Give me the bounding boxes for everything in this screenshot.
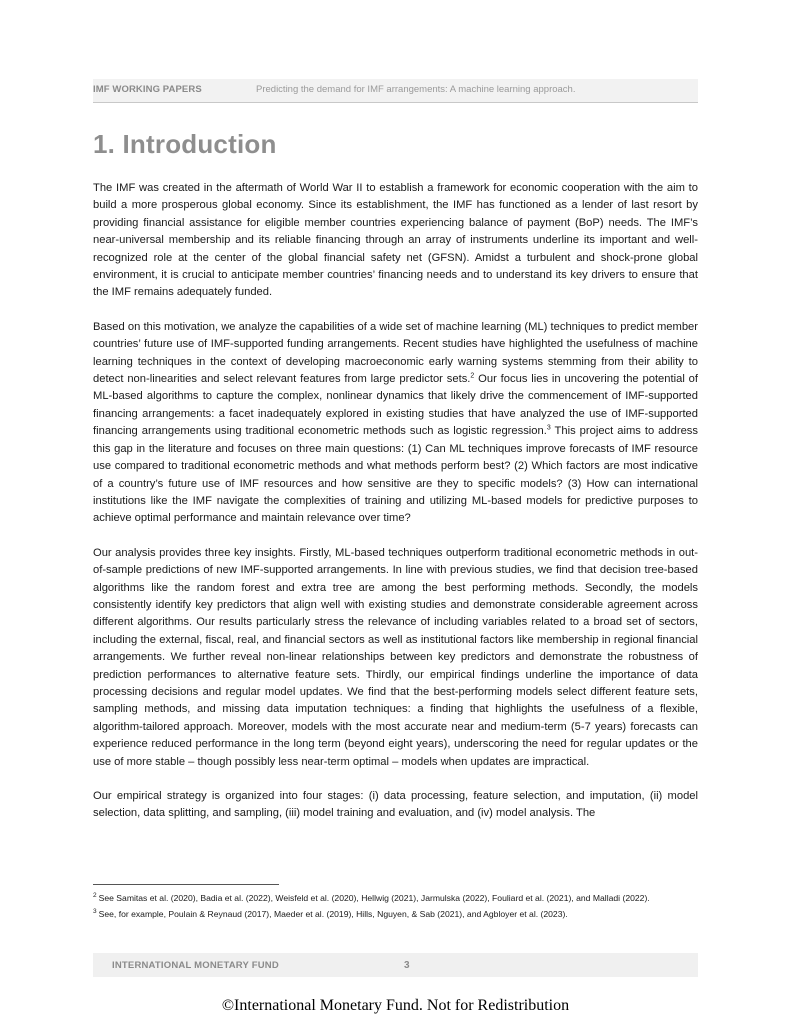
running-footer — [93, 953, 698, 977]
running-header — [93, 79, 698, 103]
footnote-3-number: 3 — [93, 908, 97, 916]
paragraph-2-part-b: Our focus lies in uncovering the potential of ML-based algorithms to capture the complex, nonlinear dynamics that likely drive the commencement of IMF-supported financing arrangements: a facet inadequately explored in existing studies that have analyzed the use of IMF-supported financing arrangements using traditional econometric methods such as logistic regression. — [93, 373, 698, 438]
paragraph-3: Our analysis provides three key insights. Firstly, ML-based techniques outperform traditional econometric methods in out-of-sample predictions of new IMF-supported arrangements. In line with previous studies, we find that decision tree-based algorithms like the random forest and extra tree are among the best performing methods. Secondly, the models consistently identify key predictors that align well with existing studies and demonstrate considerable agreement across different algorithms. Our results particularly stress the relevance of including variables related to a broad set of sectors, including the external, fiscal, real, and financial sectors as well as institutional factors like membership in regional financial arrangements. We further reveal non-linear relationships between key predictors and demonstrate the robustness of prediction performances to alternative feature sets. Thirdly, our empirical findings underline the importance of data processing decisions and regular model updates. We find that the best-performing models select different feature sets, sampling methods, and missing data imputation techniques: a finding that highlights the usefulness of a flexible, algorithm-tailored approach. Moreover, models with the most accurate near and medium-term (5-7 years) forecasts can experience reduced performance in the long term (beyond eight years), underscoring the need for regular updates or the use of more stable – though possibly less near-term optimal – models when updates are impractical. — [93, 546, 698, 768]
page-number: 3 — [404, 960, 410, 971]
footnotes — [93, 892, 698, 924]
paragraph-2 — [93, 319, 698, 528]
header-series-label: IMF WORKING PAPERS — [93, 84, 202, 95]
footnote-2 — [93, 892, 698, 904]
footnote-2-text: See Samitas et al. (2020), Badia et al. (2022), Weisfeld et al. (2020), Hellwig (2021), Jarmulska (2022), Fouliard et al. (2021), and Malladi (2022). — [98, 893, 650, 903]
paragraph-4: Our empirical strategy is organized into four stages: (i) data processing, feature selection, and imputation, (ii) model selection, data splitting, and sampling, (iii) model training and evaluation, and (iv) model analysis. The — [93, 790, 698, 820]
footnote-ref-2[interactable]: 2 — [470, 372, 475, 380]
paragraph-2-part-c: This project aims to address this gap in the literature and focuses on three main questions: (1) Can ML techniques improve forecasts of IMF resource use compared to traditional econometric methods and what methods perform best? (2) Which factors are most indicative of a country’s future use of IMF resources and how sensitive are they to specific models? (3) How can international institutions like the IMF navigate the complexities of training and utilizing ML-based models for predictive purposes to achieve optimal performance and maintain relevance over time? — [93, 425, 698, 525]
paragraph-1: The IMF was created in the aftermath of World War II to establish a framework for economic cooperation with the aim to build a more prosperous global economy. Since its establishment, the IMF has functioned as a lender of last resort by providing financial assistance for eligible member countries experiencing balance of payment (BoP) needs. The IMF’s near-universal membership and its reliable financing through an array of instruments underline its important and well-recognized role at the center of the global financial safety net (GFSN). Amidst a turbulent and shock-prone global environment, it is crucial to anticipate member countries’ financing needs and to understand its key drivers to ensure that the IMF remains adequately funded. — [93, 182, 698, 299]
body-text — [93, 180, 698, 840]
footnote-2-number: 2 — [93, 892, 97, 900]
copyright-notice: ©International Monetary Fund. Not for Redistribution — [221, 997, 570, 1014]
footnote-divider — [93, 884, 279, 885]
footnote-ref-3[interactable]: 3 — [546, 424, 551, 432]
footnote-3 — [93, 908, 698, 920]
footnote-3-text: See, for example, Poulain & Reynaud (2017), Maeder et al. (2019), Hills, Nguyen, & Sab (2021), and Agbloyer et al. (2023). — [98, 909, 568, 919]
header-paper-title: Predicting the demand for IMF arrangements: A machine learning approach. — [256, 84, 576, 95]
section-heading: 1. Introduction — [93, 129, 277, 159]
footer-organization: INTERNATIONAL MONETARY FUND — [112, 960, 279, 971]
paragraph-2-part-a: Based on this motivation, we analyze the capabilities of a wide set of machine learning (ML) techniques to predict member countries’ future use of IMF-supported funding arrangements. Recent studies have highlighted the usefulness of machine learning techniques in the context of developing macroeconomic early warning systems stemming from their ability to detect non-linearities and select relevant features from large predictor sets. — [93, 320, 698, 386]
